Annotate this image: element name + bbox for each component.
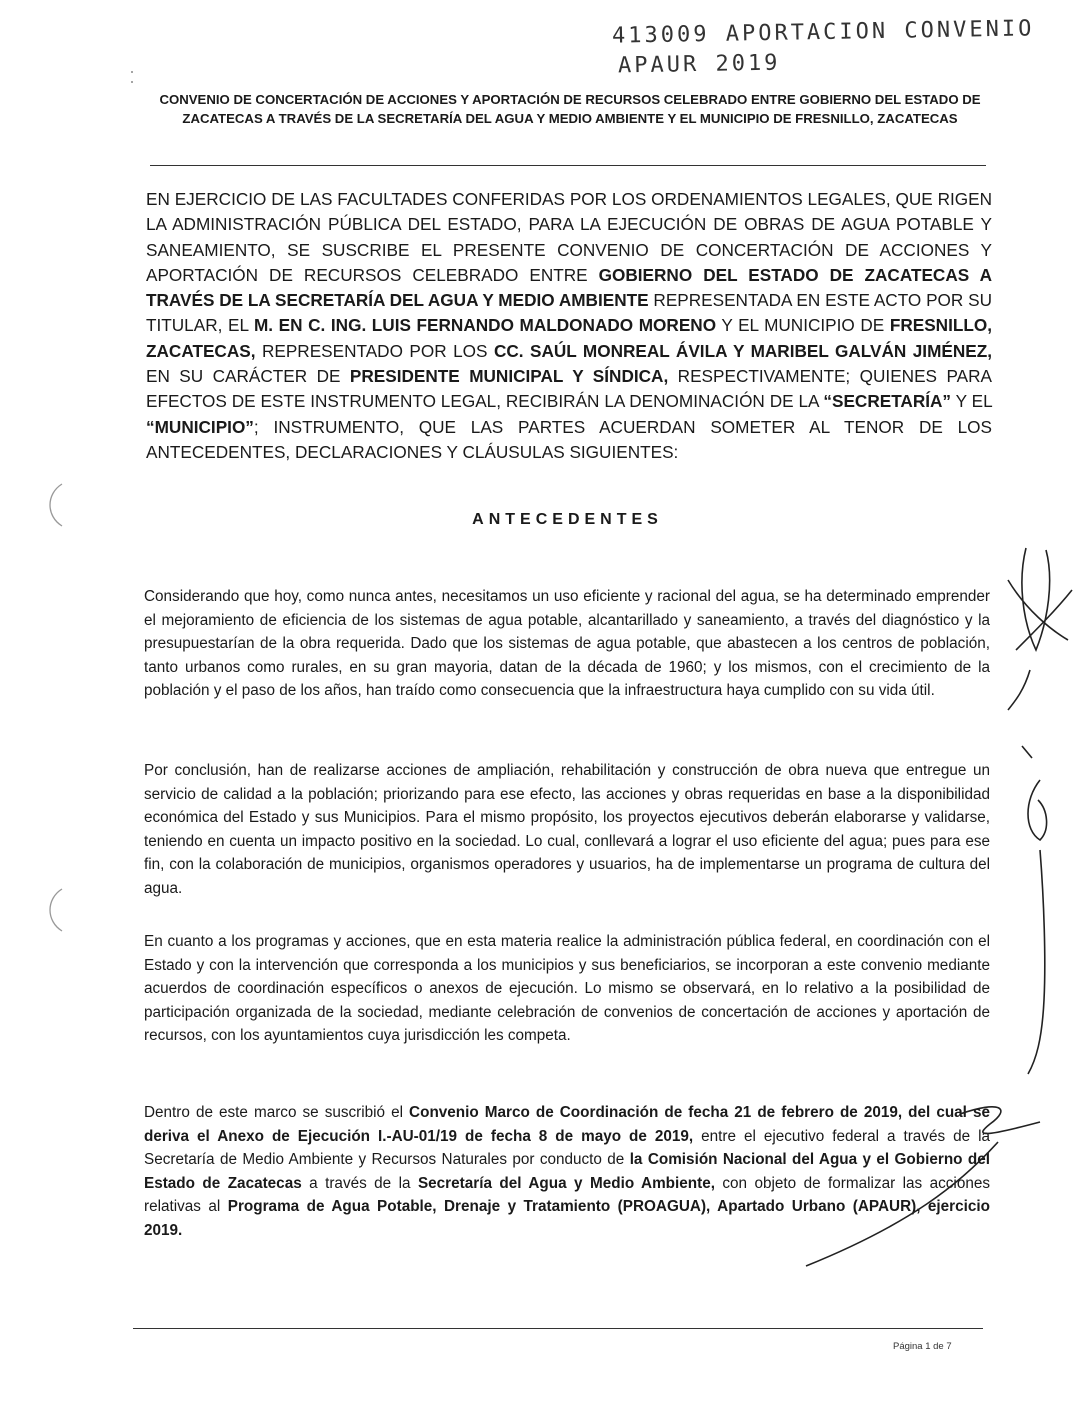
antecedent-paragraph-2: Por conclusión, han de realizarse acciones de ampliación, rehabilitación y construcción de obra nueva que entregue un servicio de calidad a la población; priorizando para ese efecto, las acciones y obras requeridas en base a la disponibilidad económica del Estado y sus Municipios. Para el mismo propósito, los proyectos ejecutivos deberán elaborarse y validarse, teniendo en cuenta un impacto positivo en la sociedad. Lo cual, conllevará a lograr el uso eficiente del agua; pues para ese fin, con la colaboración de municipios, organismos operadores y usuarios, ha de implementarse un programa de cultura del agua. xyxy=(144,762,990,897)
p4-bold-4: Programa de Agua Potable, Drenaje y Tratamiento (PROAGUA), Apartado Urbano (APAUR), ejercicio 2019. xyxy=(144,1198,990,1239)
footer-divider xyxy=(133,1328,983,1329)
intro-bold-6: “SECRETARÍA” xyxy=(823,391,952,412)
intro-bold-3: FRESNILLO, ZACATECAS, xyxy=(146,315,992,361)
intro-bold-2: M. EN C. ING. LUIS FERNANDO MALDONADO MORENO xyxy=(253,315,717,336)
intro-text-2: REPRESENTADA EN ESTE ACTO POR SU TITULAR, EL xyxy=(146,290,993,336)
p4-text-3: a través de la xyxy=(301,1174,418,1192)
p4-bold-3: Secretaría del Agua y Medio Ambiente, xyxy=(417,1174,715,1192)
punch-mark-upper xyxy=(40,480,70,530)
page-number: Página 1 de 7 xyxy=(893,1341,952,1352)
signature-initials-lower xyxy=(1010,740,1070,1080)
p4-bold-2: la Comisión Nacional del Agua y el Gobierno del Estado de Zacatecas xyxy=(144,1151,990,1192)
p4-text-2: entre el ejecutivo federal a través de la Secretaría de Medio Ambiente y Recursos Naturales por conducto de xyxy=(144,1127,990,1169)
intro-text-3: Y EL MUNICIPIO DE xyxy=(716,315,890,336)
intro-text-7: Y EL xyxy=(951,391,992,412)
signature-initials-upper xyxy=(996,540,1076,720)
intro-text-4: REPRESENTADO POR LOS xyxy=(255,340,494,361)
intro-text-6: RESPECTIVAMENTE; QUIENES PARA EFECTOS DE ESTE INSTRUMENTO LEGAL, RECIBIRÁN LA DENOMINACIÓN DE LA xyxy=(146,366,992,412)
signature-stroke-bottom xyxy=(800,1094,1050,1274)
intro-bold-1: GOBIERNO DEL ESTADO DE ZACATECAS A TRAVÉS DE LA SECRETARÍA DEL AGUA Y MEDIO AMBIENTE xyxy=(146,264,992,311)
p4-bold-1: Convenio Marco de Coordinación de fecha 21 de febrero de 2019, del cual se deriva el Anexo de Ejecución I.-AU-01/19 de fecha 8 de mayo de 2019, xyxy=(144,1104,990,1145)
intro-text-1: EN EJERCICIO DE LAS FACULTADES CONFERIDAS POR LOS ORDENAMIENTOS LEGALES, QUE RIGEN LA ADMINISTRACIÓN PÚBLICA DEL ESTADO, PARA LA EJECUCIÓN DE OBRAS DE AGUA POTABLE Y SANEAMIENTO, SE SUSCRIBE EL PRESENTE CONVENIO DE CONCERTACIÓN DE ACCIONES Y APORTACIÓN DE RECURSOS CELEBRADO ENTRE xyxy=(146,189,992,285)
section-heading: ANTECEDENTES xyxy=(472,511,663,528)
intro-text-8: ; INSTRUMENTO, QUE LAS PARTES ACUERDAN SOMETER AL TENOR DE LOS ANTECEDENTES, DECLARACIONES Y CLÁUSULAS SIGUIENTES: xyxy=(146,416,992,462)
p4-text-4: con objeto de formalizar las acciones relativas al xyxy=(144,1174,990,1216)
p4-text-1: Dentro de este marco se suscribió el xyxy=(144,1104,410,1121)
handwritten-note-line2: APAUR 2019 xyxy=(617,50,781,79)
intro-paragraph xyxy=(146,187,992,465)
intro-bold-4: CC. SAÚL MONREAL ÁVILA Y MARIBEL GALVÁN JIMÉNEZ, xyxy=(493,340,992,361)
scan-dots xyxy=(128,68,138,88)
intro-bold-7: “MUNICIPIO” xyxy=(146,416,254,437)
antecedent-paragraph-3: En cuanto a los programas y acciones, que en esta materia realice la administración pública federal, en coordinación con el Estado y con la intervención que corresponda a los municipios y sus beneficiarios, se incorporan a este convenio mediante acuerdos de coordinación específicos o anexos de ejecución. Lo mismo se observará, en lo relativo a la posibilidad de participación organizada de la sociedad, mediante celebración de convenios de concertación de acciones y aportación de recursos, con los ayuntamientos cuya jurisdicción les competa. xyxy=(144,933,990,1045)
document-title: CONVENIO DE CONCERTACIÓN DE ACCIONES Y APORTACIÓN DE RECURSOS CELEBRADO ENTRE GOBIERNO DEL ESTADO DE ZACATECAS A TRAVÉS DE LA SECRETARÍA DEL AGUA Y MEDIO AMBIENTE Y EL MUNICIPIO DE FRESNILLO, ZACATECAS xyxy=(159,92,981,126)
intro-bold-5: PRESIDENTE MUNICIPAL Y SÍNDICA, xyxy=(349,366,669,387)
punch-mark-lower xyxy=(40,885,70,935)
antecedent-paragraph-1: Considerando que hoy, como nunca antes, necesitamos un uso eficiente y racional del agua, se ha determinado emprender el mejoramiento de eficiencia de los sistemas de agua potable, alcantarillado y saneamiento, a través del diagnóstico y la presupuestarían de la obra requerida. Dado que los sistemas de agua potable, que abastecen a los centros de población, tanto urbanos como rurales, en su gran mayoria, datan de la década de 1960; y los mismos, con el crecimiento de la población y el paso de los años, han traído como consecuencia que la infraestructura haya cumplido con su vida útil. xyxy=(144,588,990,700)
title-divider xyxy=(150,165,986,166)
handwritten-note-line1: 413009 APORTACION CONVENIO xyxy=(611,16,1035,49)
intro-text-5: EN SU CARÁCTER DE xyxy=(146,366,350,387)
